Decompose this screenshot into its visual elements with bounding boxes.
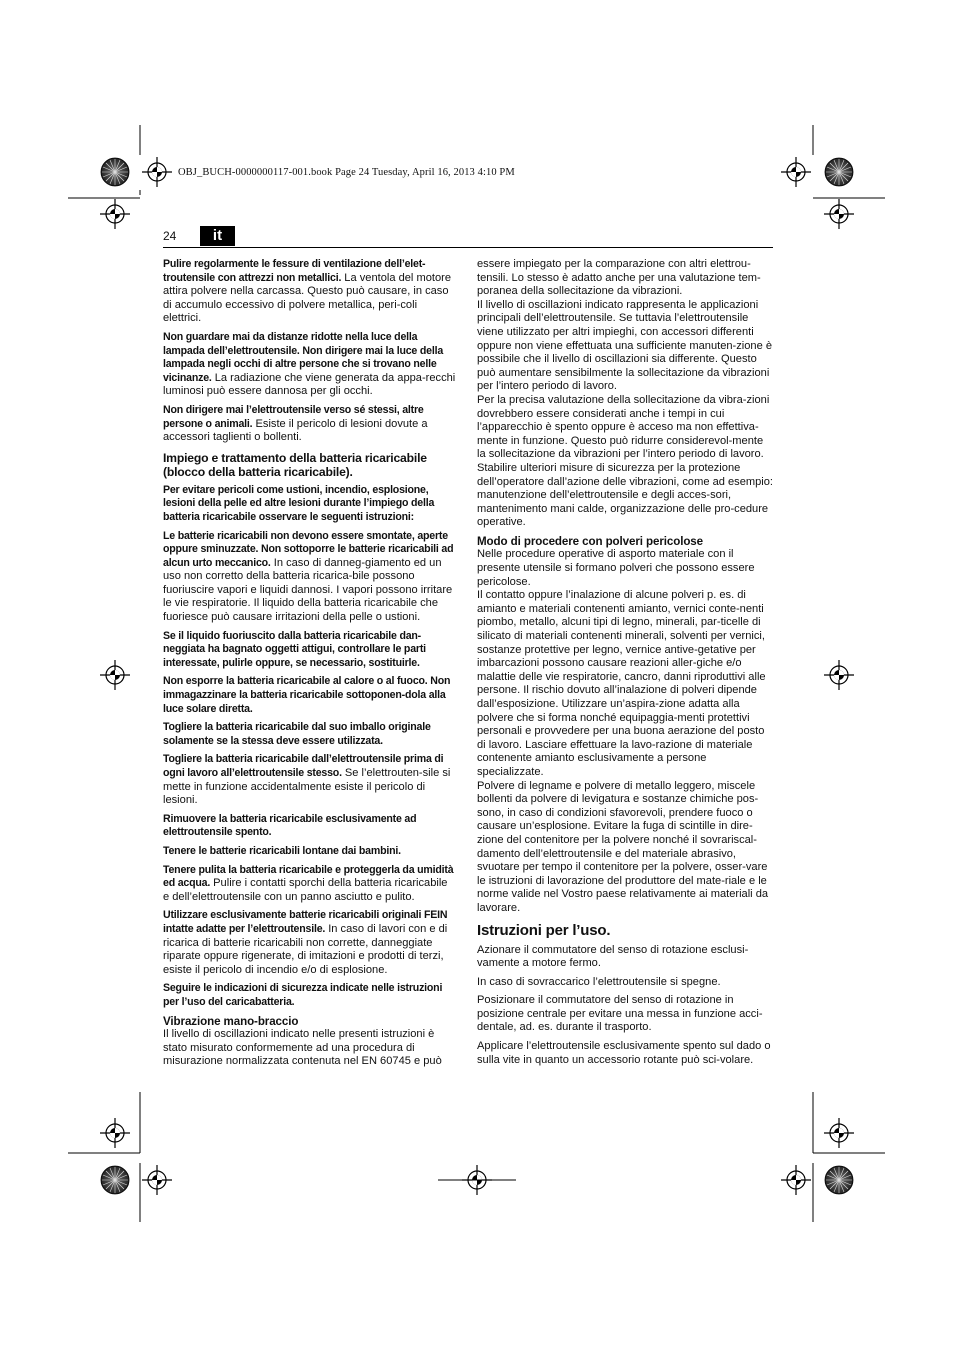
- paragraph: [163, 404, 456, 445]
- paragraph: Applicare l’elettroutensile esclusivamente spento sul dado o sulla vite in quanto un accessorio rotante può sci-volare.: [477, 1040, 771, 1066]
- paragraph: essere impiegato per la comparazione con altri elettrou-tensili. Lo stesso è adatto anche per una valutazione tem-poranea della sollecitazione da vibrazioni.: [477, 258, 761, 298]
- language-tag: it: [200, 226, 235, 246]
- paragraph: [163, 864, 456, 905]
- paragraph: Azionare il commutatore del senso di rotazione esclusi-vamente a motore fermo.: [477, 943, 749, 970]
- paragraph: Posizionare il commutatore del senso di rotazione in posizione centrale per evitare una messa in funzione acci-dentale, ad. es. durante il trasporto.: [477, 994, 763, 1034]
- body-text: Se l’elettrouten-sile si mette in funzione accidentalmente esiste il pericolo di lesioni.: [163, 767, 451, 807]
- paragraph: [163, 258, 456, 326]
- bold-lead: Se il liquido fuoriuscito dalla batteria ricaricabile dan-neggiata ha bagnato oggetti attigui, controllare le parti interessate, pulirle oppure, se necessario, sostituirle.: [163, 629, 426, 669]
- paragraph: Per la precisa valutazione della sollecitazione da vibra-zioni dovrebbero essere considerati anche i tempi in cui l’apparecchio è spento oppure è acceso ma non effettiva-mente in funzione. Questo può ridurre considerevol-mente la sollecitazione da vibrazioni per l’intero periodo di lavoro.: [477, 393, 770, 461]
- paragraph: Il livello di oscillazioni indicato nelle presenti istruzioni è stato misurato conformemente ad una procedura di misurazione normalizzata contenuta nel EN 60745 e può: [163, 1028, 442, 1068]
- paragraph: [163, 530, 456, 625]
- section-heading-instructions: Istruzioni per l’uso.: [477, 921, 611, 939]
- paragraph: Stabilire ulteriori misure di sicurezza per la protezione dell’operatore dall’azione delle vibrazioni, come ad esempio: manutenzione dell’elettroutensile e degli acces-sori, mantenimento mani calde, organizzazione delle pro-cedure operative.: [477, 461, 774, 529]
- bold-lead: Pulire regolarmente le fessure di ventilazione dell’elet-troutensile con attrezzi non metallici.: [163, 258, 426, 284]
- body-text: La radiazione che viene generata da appa-recchi luminosi può essere dannosa per gli occhi.: [163, 371, 456, 398]
- bold-lead: Non dirigere mai l’elettroutensile verso sé stessi, altre persone o animali.: [163, 403, 424, 430]
- bold-lead: Togliere la batteria ricaricabile dal suo imballo originale solamente se la stessa deve essere utilizzata.: [163, 721, 431, 747]
- bold-lead: Utilizzare esclusivamente batterie ricaricabili originali FEIN intatte adatte per l’elettroutensile.: [163, 909, 448, 935]
- paragraph: [163, 630, 456, 671]
- body-text: In caso di danneg-giamento ed un uso non corretto della batteria ricarica-bile possono fuoriuscire vapori e liquidi dannosi. I vapori possono irritare le vie respiratorie. Il liquido della batteria ricaricabile che fuoriesce può causare irritazioni della pelle o ustioni.: [163, 556, 453, 624]
- body-text: Pulire i contatti sporchi della batteria ricaricabile e dell’elettroutensile con un panno asciutto e pulito.: [163, 877, 448, 903]
- body-text: In caso di lavori con e di ricarica di batterie ricaricabili non corrette, danneggiate riparate oppure rigenerate, di imitazioni e prodotti di terzi, esiste il pericolo di incendio e/o di esplosione.: [163, 922, 448, 976]
- paragraph: [163, 845, 456, 859]
- book-header-line: OBJ_BUCH-0000000117-001.book Page 24 Tuesday, April 16, 2013 4:10 PM: [178, 167, 515, 178]
- paragraph: Polvere di legname e polvere di metallo leggero, miscele bollenti da polvere di levigatura e sostanze chimiche pos-sono, in caso di condizioni sfavorevoli, prendere fuoco o causare un’esplosione. Evitare la fuga di scintille in dire-zione del contenitore per la polvere nonché il sovrariscal-damento dell’elettroutensile e del materiale abrasivo, svuotare per tempo il contenitore per la polvere, osser-vare le istruzioni di lavorazione del produttore del mate-riale e le norme valide nel Vostro paese relativamente ai materiali da lavorare.: [477, 779, 769, 914]
- page-number: 24: [163, 229, 177, 243]
- paragraph: [163, 753, 456, 807]
- bold-lead: Seguire le indicazioni di sicurezza indicate nelle istruzioni per l’uso del caricabatteria.: [163, 982, 443, 1008]
- bold-lead: Togliere la batteria ricaricabile dall’elettroutensile prima di ogni lavoro all’elettroutensile stesso.: [163, 753, 444, 779]
- section-heading-dust: Modo di procedere con polveri pericolose: [477, 534, 703, 548]
- section-heading-vibration: Vibrazione mano-braccio: [163, 1014, 299, 1028]
- paragraph: [163, 721, 456, 748]
- bold-lead: Non guardare mai da distanze ridotte nella luce della lampada dell’elettroutensile. Non dirigere mai la luce della lampada negli occhi di altre persone che si trovano nelle vicinanze.: [163, 330, 444, 384]
- bold-lead: Per evitare pericoli come ustioni, incendio, esplosione, lesioni della pelle ed altre lesioni durante l’impiego della batteria ricaricabile osservare le seguenti istruzioni:: [163, 483, 435, 523]
- paragraph: [163, 484, 456, 525]
- paragraph: [163, 675, 456, 716]
- paragraph: [163, 813, 456, 840]
- header-rule: [163, 247, 773, 248]
- paragraph: Nelle procedure operative di asporto materiale con il presente utensile si formano polveri che possono essere pericolose.: [477, 548, 755, 588]
- bold-lead: Rimuovere la batteria ricaricabile esclusivamente ad elettroutensile spento.: [163, 812, 417, 839]
- paragraph: [163, 331, 456, 399]
- bold-lead: Non esporre la batteria ricaricabile al calore o al fuoco. Non immagazzinare la batteria ricaricabile sottoponen-dola alla luce solare diretta.: [163, 675, 451, 715]
- paragraph: [163, 982, 456, 1009]
- body-text: Esiste il pericolo di lesioni dovute a accessori taglienti o bollenti.: [163, 417, 428, 444]
- paragraph: Il livello di oscillazioni indicato rappresenta le applicazioni principali dell’elettroutensile. Se tuttavia l’elettroutensile viene utilizzato per altri impieghi, con accessori differenti oppure non viene effettuata una sufficiente manuten-zione è possibile che il livello di oscillazioni sia differente. Questo può aumentare sensibilmente la sollecitazione da vibrazioni per l’intero periodo di lavoro.: [477, 298, 773, 393]
- body-text: La ventola del motore attira polvere nella carcassa. Questo può causare, in caso di accumulo eccessivo di polvere metallica, peri-coli elettrici.: [163, 271, 451, 325]
- bold-lead: Le batterie ricaricabili non devono essere smontate, aperte oppure sminuzzate. Non sottoporre le batterie ricaricabili ad alcun urto meccanico.: [163, 529, 454, 569]
- bold-lead: Tenere pulita la batteria ricaricabile e proteggerla da umidità ed acqua.: [163, 863, 454, 890]
- bold-lead: Tenere le batterie ricaricabili lontane dai bambini.: [163, 844, 401, 857]
- right-column: [477, 258, 773, 1072]
- left-column: [163, 258, 456, 1069]
- paragraph: In caso di sovraccarico l’elettroutensile si spegne.: [477, 975, 721, 988]
- paragraph: Il contatto oppure l’inalazione di alcune polveri p. es. di amianto e materiali contenenti amianto, vernici conte-nenti piombo, metallo, alcuni tipi di legno, minerali, par-ticelle di silicato di materiali contenenti minerali, solventi per vernici, sostanze protettive per legno, vernice antive-getative per imbarcazioni possono causare reazioni aller-giche e/o malattie delle vie respiratorie, cancro, danni riproduttivi alle persone. Il rischio dovuto all’inalazione di polveri dipende dall’esposizione. Utilizzare un’aspira-zione adatta alla polvere che si forma nonché equipaggia-menti protettivi personali e provvedere per una buona aerazione del posto di lavoro. Lasciare effettuare la lavo-razione di materiale contenente amianto esclusivamente a persone specializzate.: [477, 589, 766, 778]
- section-heading-battery: Impiego e trattamento della batteria ricaricabile (blocco della batteria ricaricabile).: [163, 450, 427, 479]
- paragraph: [163, 909, 456, 977]
